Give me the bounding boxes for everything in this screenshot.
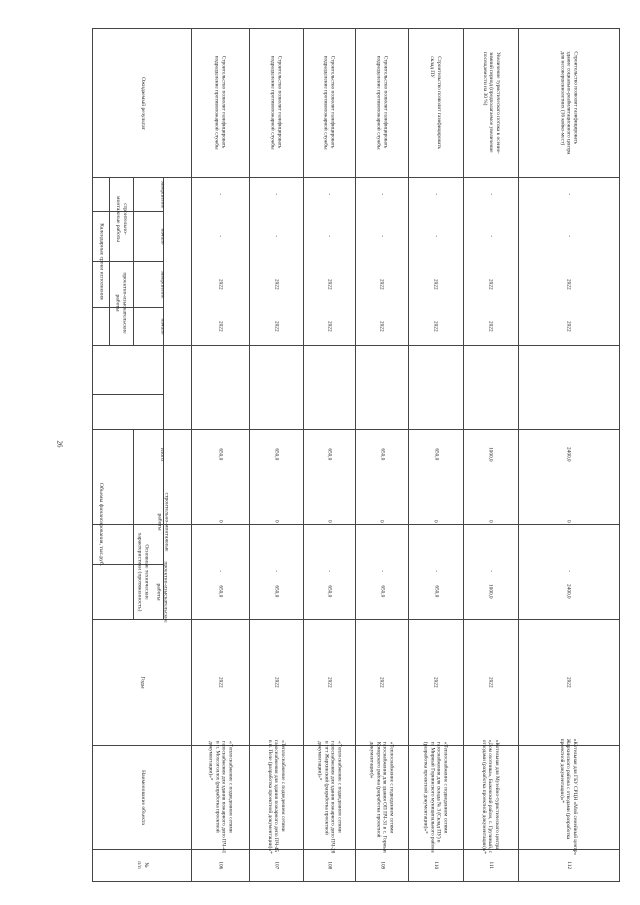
cell-name: «Теплоснабжение с подведением сетями газоснабжения для склада № 3 (Склад ПУ) в п. Мирный Горнинского муниципального района (разработка проектной документации)»*	[422, 741, 449, 853]
table-cell	[355, 564, 408, 619]
table-cell	[463, 177, 518, 211]
table-cell	[249, 619, 303, 745]
table-cell	[355, 177, 408, 211]
table-cell	[249, 177, 303, 211]
cell-result: Строительство позволит газифицировать склад ПУ	[429, 56, 443, 150]
table-cell	[303, 619, 355, 745]
cell-constr-end: -	[217, 193, 224, 195]
table-cell	[408, 741, 463, 853]
table-cell	[518, 479, 619, 564]
table-cell	[303, 211, 355, 261]
cell-years: 2022	[378, 676, 385, 688]
table-cell	[249, 479, 303, 564]
table-cell	[518, 564, 619, 619]
table-cell	[303, 740, 355, 854]
table-cell	[355, 211, 408, 261]
cell-design: 1000,0	[487, 584, 494, 599]
table-cell	[191, 479, 249, 564]
cell-total: 1000,0	[487, 446, 494, 462]
table-cell	[463, 29, 518, 177]
table-cell	[191, 177, 249, 211]
cell-design-start: 2022	[487, 320, 494, 332]
header-calendar-design: проектно-изыскательские работы	[115, 272, 128, 334]
cell-design-end: 2022	[378, 278, 385, 290]
table-cell	[303, 29, 355, 177]
table-cell	[518, 619, 619, 745]
table-cell	[191, 619, 249, 745]
header-design-end: завершение	[159, 270, 166, 298]
table-cell	[303, 564, 355, 619]
cell-design-start: 2022	[378, 320, 385, 332]
cell-num: 107	[273, 861, 280, 869]
cell-result: Строительство позволит газифицировать подразделение противопожарной службы	[375, 56, 389, 150]
header-name: Наименование объекта	[139, 769, 146, 825]
page-number: 26	[55, 440, 64, 448]
table-cell	[249, 307, 303, 345]
table-cell	[463, 261, 518, 307]
table-cell	[463, 307, 518, 345]
table-cell	[518, 738, 619, 856]
header-construction-work: строительно-монтажные работы	[156, 492, 169, 551]
table-cell	[249, 849, 303, 881]
cell-result: Увеличение туристического потока в осенне- зимний период (предполагаемое увеличение посещаемости на 30 %)	[481, 52, 501, 154]
table-cell	[408, 261, 463, 307]
table-cell	[303, 177, 355, 211]
header-constr-start: начало	[159, 227, 166, 245]
table-cell	[303, 429, 355, 479]
cell-construction: 0	[565, 520, 572, 523]
table-cell	[355, 307, 408, 345]
cell-num: 108	[326, 861, 333, 869]
cell-construction: 0	[487, 520, 494, 523]
cell-name: «Теплоснабжение с подведением сетями газоснабжения для здания ОП ПЧ-31 в с. Горныи Комерского района (разработка проектной документации)»	[368, 741, 395, 853]
cell-years: 2022	[217, 676, 224, 688]
table-cell	[191, 740, 249, 854]
data-table	[92, 28, 620, 882]
header-financing: Объемы финансирования, тыс.руб.	[98, 482, 105, 566]
header-calendar: Календарные сроки исполнения	[98, 222, 105, 300]
header-constr-end: завершение	[159, 180, 166, 208]
header-characteristics: Основные технические характеристики (протяженность)	[136, 532, 149, 611]
cell-constr-start: -	[487, 235, 494, 237]
table-cell	[408, 211, 463, 261]
header-total: итого	[159, 447, 166, 461]
table-cell	[463, 211, 518, 261]
cell-constr-end: -	[487, 193, 494, 195]
cell-num: 106	[217, 861, 224, 869]
cell-result: Строительство позволит газифицировать здание социально-реабилитационного центра для несовершеннолетних (16 койко-мест)	[559, 51, 579, 155]
cell-design-end: 2022	[432, 278, 439, 290]
table-cell	[303, 307, 355, 345]
cell-design-start: 2022	[432, 320, 439, 332]
cell-design-start: 2022	[565, 320, 572, 332]
cell-total: 650,0	[326, 448, 333, 460]
table-cell	[191, 564, 249, 619]
cell-total: 650,0	[432, 448, 439, 460]
table-cell	[191, 29, 249, 177]
cell-design-end: 2022	[217, 278, 224, 290]
cell-constr-end: -	[378, 193, 385, 195]
cell-constr-start: -	[326, 235, 333, 237]
table-cell	[355, 429, 408, 479]
header-num: № п/п	[135, 861, 149, 869]
cell-total: 650,0	[217, 448, 224, 460]
cell-constr-end: -	[565, 193, 572, 195]
cell-design-end: 2022	[565, 278, 572, 290]
cell-constr-start: -	[378, 235, 385, 237]
cell-total: 650,0	[273, 448, 280, 460]
table-cell	[408, 29, 463, 177]
table-cell	[355, 849, 408, 881]
cell-num: 112	[565, 861, 572, 869]
header-years: Годы	[139, 676, 146, 688]
cell-years: 2022	[565, 676, 572, 688]
cell-construction: 0	[326, 520, 333, 523]
table-cell	[463, 429, 518, 479]
table-cell	[408, 307, 463, 345]
cell-years: 2022	[487, 676, 494, 688]
table-cell	[249, 29, 303, 177]
cell-constr-end: -	[432, 193, 439, 195]
cell-characteristics: -	[273, 570, 280, 573]
cell-name: «Теплоснабжение с подведением сетями газоснабжения для здания пожарного депо ПЧ-28 в пгт Жархинский (разработка проектной документации)»*	[316, 740, 343, 854]
table-cell	[191, 307, 249, 345]
table-cell	[518, 29, 619, 177]
cell-num: 109	[378, 861, 385, 869]
table-cell	[463, 619, 518, 745]
cell-design-end: 2022	[487, 278, 494, 290]
header-design-start: начало	[159, 317, 166, 335]
table-cell	[518, 429, 619, 479]
cell-design: 650,0	[432, 585, 439, 598]
table-cell	[408, 564, 463, 619]
table-cell	[249, 429, 303, 479]
table-cell	[191, 849, 249, 881]
cell-characteristics: -	[565, 570, 572, 573]
table-cell	[408, 429, 463, 479]
table-cell	[191, 211, 249, 261]
cell-construction: 0	[217, 520, 224, 523]
cell-constr-start: -	[432, 235, 439, 237]
table-cell	[518, 307, 619, 345]
cell-design: 650,0	[326, 585, 333, 598]
table-cell	[408, 479, 463, 564]
table-cell	[249, 261, 303, 307]
cell-years: 2022	[273, 676, 280, 688]
cell-design: 2400,0	[565, 584, 572, 599]
cell-design: 650,0	[273, 585, 280, 598]
table-cell	[191, 261, 249, 307]
table-cell	[355, 29, 408, 177]
cell-design-end: 2022	[326, 278, 333, 290]
cell-constr-start: -	[217, 235, 224, 237]
table-cell	[518, 211, 619, 261]
table-cell	[518, 261, 619, 307]
table-cell	[303, 849, 355, 881]
header-expected-result: Ожидаемый результат	[139, 76, 146, 130]
table-cell	[463, 479, 518, 564]
cell-characteristics: -	[217, 570, 224, 573]
cell-total: 650,0	[378, 448, 385, 460]
cell-constr-end: -	[326, 193, 333, 195]
cell-construction: 0	[273, 520, 280, 523]
cell-characteristics: -	[326, 570, 333, 573]
table-cell	[518, 177, 619, 211]
cell-name: «Котельная для ГБУ СРЦН «Мой семейный центр» Жархинского района с отводами (разработка проектной документации)»*	[559, 738, 579, 856]
table-cell	[355, 741, 408, 853]
cell-result: Строительство позволит газифицировать подразделение противопожарной службы	[323, 56, 336, 150]
cell-total: 2400,0	[565, 446, 572, 462]
cell-years: 2022	[432, 676, 439, 688]
header-calendar-construction: строительно- монтажные работы	[115, 196, 128, 242]
header-design-work: проектно-изыскательские работы	[156, 560, 169, 623]
cell-construction: 0	[432, 520, 439, 523]
cell-result: Строительство позволит газифицировать подразделение противопожарной службы	[214, 56, 227, 150]
cell-design: 650,0	[217, 585, 224, 598]
table-cell	[408, 619, 463, 745]
cell-characteristics: -	[487, 570, 494, 573]
cell-result: Строительство позволит газифицировать подразделение противопожарной службы	[270, 56, 283, 150]
cell-num: 110	[432, 861, 439, 869]
cell-characteristics: -	[378, 570, 385, 573]
cell-name: «Котельная для Музейно-туристического центра «Дом охотника», Быковский район, с. Грузиный, с отводами (разработка проектной документации)»*	[481, 739, 501, 855]
cell-constr-end: -	[273, 193, 280, 195]
cell-construction: 0	[378, 520, 385, 523]
table-cell	[463, 739, 518, 855]
table-cell	[303, 261, 355, 307]
cell-constr-start: -	[273, 235, 280, 237]
cell-num: 111	[487, 861, 494, 869]
cell-design-start: 2022	[217, 320, 224, 332]
cell-years: 2022	[326, 676, 333, 688]
table-cell	[303, 479, 355, 564]
cell-design-end: 2022	[273, 278, 280, 290]
table-cell	[463, 564, 518, 619]
cell-name: «Теплоснабжение с подведением сетями газоснабжения для здания пожарного депо ПЧ-41 в п. Мохсоголлох (разработка проектной документации)»*	[207, 740, 234, 854]
table-cell	[191, 429, 249, 479]
table-cell	[355, 619, 408, 745]
cell-name: «Теплоснабжение с подведением сетями газоснабжения для здания пожарного депо ПЧ-45 в п. Пеле (разработка проектной документации)»*	[266, 740, 286, 854]
table-cell	[408, 177, 463, 211]
table-cell	[249, 564, 303, 619]
table-cell	[249, 211, 303, 261]
cell-characteristics: -	[432, 570, 439, 573]
table-cell	[355, 261, 408, 307]
table-cell	[408, 849, 463, 881]
table-cell	[249, 740, 303, 854]
cell-design-start: 2022	[273, 320, 280, 332]
cell-design: 650,0	[378, 585, 385, 598]
cell-design-start: 2022	[326, 320, 333, 332]
table-cell	[355, 479, 408, 564]
cell-constr-start: -	[565, 235, 572, 237]
